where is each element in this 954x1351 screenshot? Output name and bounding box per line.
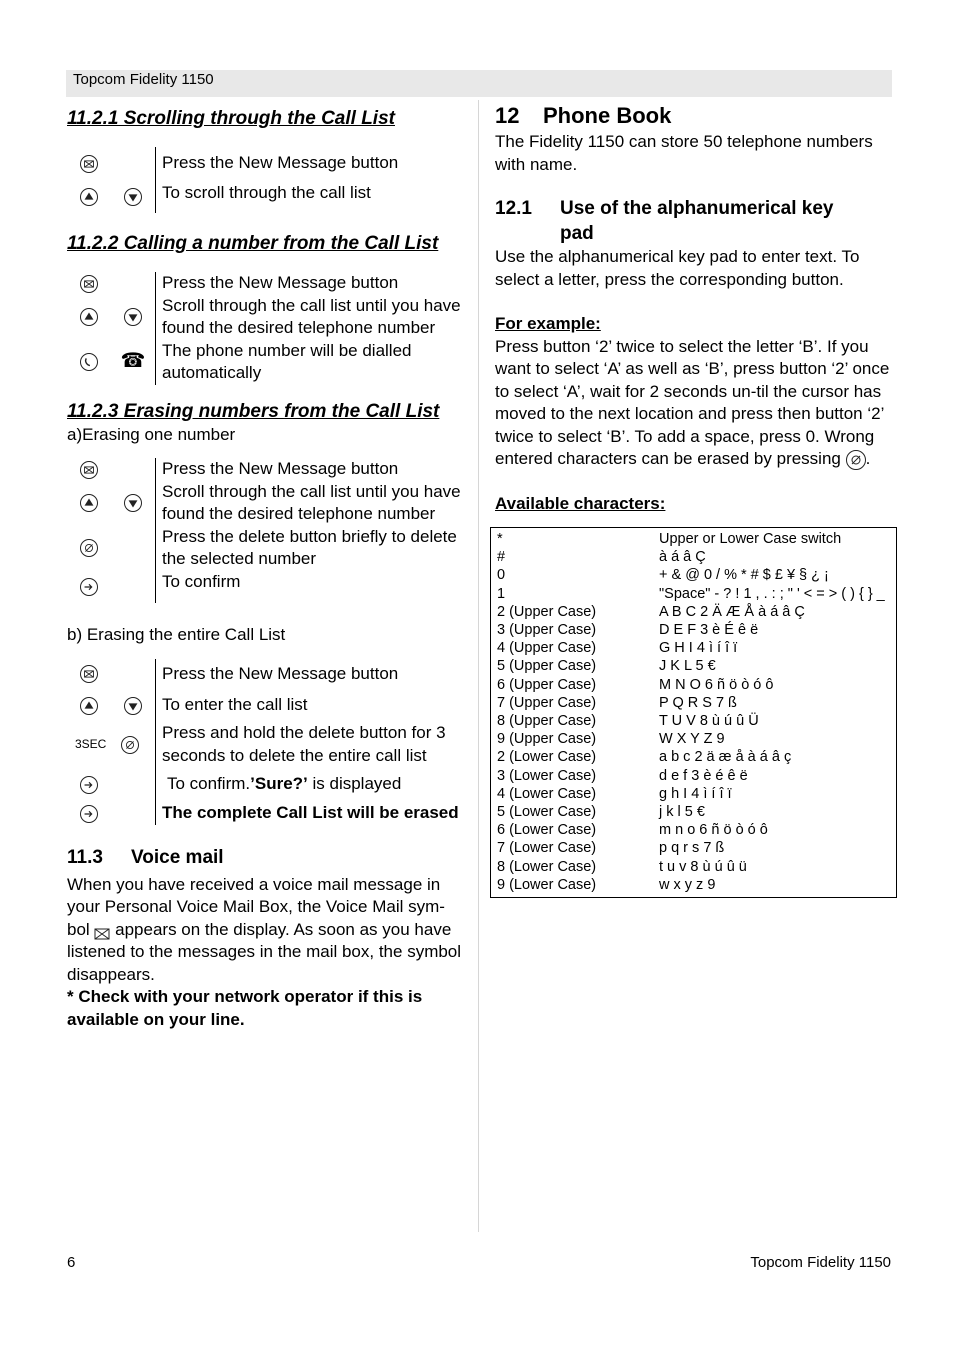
characters-table-body xyxy=(491,528,897,898)
phone-book-intro: The Fidelity 1150 can store 50 telephone numbers with name. xyxy=(495,132,873,174)
steps-table-11-2-1 xyxy=(67,147,462,213)
character-row xyxy=(491,603,897,621)
character-key: 1 xyxy=(497,585,506,602)
steps-table-11-2-3a xyxy=(67,458,462,603)
up-arrow-icon xyxy=(80,188,98,206)
section-11-2-2-title: 11.2.2 Calling a number from the Call List xyxy=(67,233,439,254)
confirm-icon xyxy=(80,805,98,823)
step-text: To enter the call list xyxy=(156,689,468,722)
hold-duration-label: 3SEC xyxy=(75,737,107,752)
steps-table-11-2-3b xyxy=(67,659,467,825)
step-text: The phone number will be dialled automatically xyxy=(156,340,463,385)
character-values: W X Y Z 9 xyxy=(659,731,725,748)
character-values: g h I 4 ì í î ï xyxy=(659,785,732,802)
character-key: 0 xyxy=(497,567,506,584)
talk-icon xyxy=(80,353,98,371)
character-key: 6 (Upper Case) xyxy=(497,676,597,693)
character-values: G H I 4 ì í î ï xyxy=(659,640,738,657)
confirm-icon xyxy=(80,776,98,794)
steps-table-11-2-2 xyxy=(67,272,462,385)
character-row xyxy=(491,876,897,898)
character-row xyxy=(491,730,897,748)
footer-title: Topcom Fidelity 1150 xyxy=(750,1254,891,1271)
character-key: 7 (Lower Case) xyxy=(497,840,597,857)
character-values: à á â Ç xyxy=(659,549,706,566)
section-number: 12 xyxy=(495,103,520,128)
character-values: m n o 6 ñ ö ò ó ô xyxy=(659,822,768,839)
down-arrow-icon xyxy=(124,188,142,206)
character-values: a b c 2 ä æ å à á â ç xyxy=(659,749,792,766)
character-row xyxy=(491,639,897,657)
character-values: M N O 6 ñ ö ò ó ô xyxy=(659,676,774,693)
character-key: # xyxy=(497,549,506,566)
step-text: Scroll through the call list until you have found the desired telephone number xyxy=(156,481,463,526)
character-row xyxy=(491,566,897,584)
example-text-end: . xyxy=(865,449,871,468)
up-arrow-icon xyxy=(80,308,98,326)
character-values: t u v 8 ù ú û ü xyxy=(659,858,747,875)
character-values: T U V 8 ù ú û Ü xyxy=(659,713,759,730)
header-title: Topcom Fidelity 1150 xyxy=(73,71,214,88)
new-message-icon xyxy=(80,275,98,293)
character-key: 7 (Upper Case) xyxy=(497,694,597,711)
section-12-title xyxy=(495,102,897,130)
voice-mail-note: * Check with your network operator if this is available on your line. xyxy=(67,987,423,1029)
character-row xyxy=(491,657,897,675)
step-text: Scroll through the call list until you have found the desired telephone number xyxy=(156,295,463,340)
page-header xyxy=(66,70,892,97)
character-key: 6 (Lower Case) xyxy=(497,822,597,839)
character-row xyxy=(491,748,897,766)
character-row xyxy=(491,585,897,603)
character-values: + & @ 0 / % * # $ £ ¥ § ¿ ¡ xyxy=(659,567,829,584)
character-key: 3 (Lower Case) xyxy=(497,767,597,784)
character-key: 4 (Lower Case) xyxy=(497,785,597,802)
step-text: Press the New Message button xyxy=(156,147,463,180)
character-row xyxy=(491,858,897,876)
step-text: To scroll through the call list xyxy=(156,180,463,213)
section-title-text: Use of the alphanumerical key pad xyxy=(560,198,834,244)
delete-icon xyxy=(121,736,139,754)
character-key: 8 (Lower Case) xyxy=(497,858,597,875)
page-number: 6 xyxy=(67,1254,76,1271)
character-key: 5 (Lower Case) xyxy=(497,804,597,821)
character-row xyxy=(491,839,897,857)
character-values: P Q R S 7 ß xyxy=(659,694,737,711)
new-message-icon xyxy=(80,461,98,479)
section-number: 12.1 xyxy=(495,198,532,219)
example-paragraph xyxy=(495,336,895,471)
down-arrow-icon xyxy=(124,697,142,715)
sub-heading-b: b) Erasing the entire Call List xyxy=(67,624,286,644)
example-heading: For example: xyxy=(495,314,601,333)
handset-lift-icon: ☎ xyxy=(120,349,146,372)
step-text: The complete Call List will be erased xyxy=(156,802,468,825)
delete-icon xyxy=(846,450,866,470)
character-row xyxy=(491,621,897,639)
character-row xyxy=(491,821,897,839)
left-column xyxy=(67,106,467,1031)
section-title-text: Voice mail xyxy=(131,846,224,868)
character-values: A B C 2 Ä Æ Å à á â Ç xyxy=(659,603,805,620)
character-row xyxy=(491,712,897,730)
character-row xyxy=(491,767,897,785)
section-11-3-title xyxy=(67,845,467,870)
character-row xyxy=(491,694,897,712)
character-values: j k l 5 € xyxy=(659,804,705,821)
section-title-text: Phone Book xyxy=(543,103,672,128)
character-row xyxy=(491,785,897,803)
sub-heading-a: a)Erasing one number xyxy=(67,424,236,444)
up-arrow-icon xyxy=(80,494,98,512)
character-key: 9 (Lower Case) xyxy=(497,876,597,893)
step-text: Press the delete button briefly to delete the selected number xyxy=(156,526,463,571)
character-row xyxy=(491,548,897,566)
character-values: p q r s 7 ß xyxy=(659,840,725,857)
character-key: 2 (Upper Case) xyxy=(497,603,597,620)
step-text: Press the New Message button xyxy=(156,458,463,481)
example-text: Press button ‘2’ twice to select the letter ‘B’. If you want to select ‘A’ as well as ‘B’, press button ‘2’ once to select ‘A’, wait for 2 seconds un-til the cursor has moved to the next location and press then button ‘2’ twice to select ‘B’. To add a space, press 0. Wrong entered characters can be erased by pressing xyxy=(495,336,890,468)
step-text-displayed: is displayed xyxy=(307,774,402,794)
voice-mail-paragraph xyxy=(67,874,467,987)
character-values: Upper or Lower Case switch xyxy=(659,531,842,547)
sure-prompt: ’Sure?’ xyxy=(250,774,308,794)
voice-mail-text-2: appears on the display. As soon as you have listened to the messages in the mail box, the symbol disappears. xyxy=(67,919,462,984)
section-number: 11.3 xyxy=(67,846,103,868)
new-message-icon xyxy=(80,665,98,683)
character-row xyxy=(491,528,897,549)
step-text-confirm: To confirm. xyxy=(167,774,251,794)
character-values: D E F 3 è É ê ë xyxy=(659,622,759,639)
character-key: 8 (Upper Case) xyxy=(497,713,597,730)
section-11-2-1-title: 11.2.1 Scrolling through the Call List xyxy=(67,108,395,129)
right-column xyxy=(495,102,897,898)
new-message-icon xyxy=(80,155,98,173)
character-key: * xyxy=(497,531,503,547)
step-text: To confirm xyxy=(156,571,463,603)
character-values: J K L 5 € xyxy=(659,658,716,675)
character-values: "Space" - ? ! 1 , . : ; " ' < = > ( ) { } _ xyxy=(659,585,885,602)
step-text xyxy=(156,767,468,802)
character-values: w x y z 9 xyxy=(659,876,716,893)
up-arrow-icon xyxy=(80,697,98,715)
characters-table xyxy=(490,527,897,898)
character-row xyxy=(491,803,897,821)
voice-mail-envelope-icon xyxy=(94,924,110,936)
character-values: d e f 3 è é ê ë xyxy=(659,767,748,784)
down-arrow-icon xyxy=(124,494,142,512)
step-text: Press the New Message button xyxy=(156,272,463,295)
character-row xyxy=(491,676,897,694)
step-text: Press the New Message button xyxy=(156,659,468,689)
character-key: 3 (Upper Case) xyxy=(497,622,597,639)
keypad-intro: Use the alphanumerical key pad to enter text. To select a letter, press the corresponding button. xyxy=(495,247,860,289)
section-12-1-title xyxy=(495,196,897,246)
section-11-2-3-title: 11.2.3 Erasing numbers from the Call List xyxy=(67,400,440,422)
voice-mail-text-1: When you have received a voice mail message in your Personal Voice Mail Box, the Voice Mail sym-bol xyxy=(67,874,445,939)
delete-icon xyxy=(80,539,98,557)
down-arrow-icon xyxy=(124,308,142,326)
confirm-icon xyxy=(80,578,98,596)
step-text: Press and hold the delete button for 3 seconds to delete the entire call list xyxy=(156,722,468,767)
character-key: 5 (Upper Case) xyxy=(497,658,597,675)
column-divider xyxy=(478,100,479,1232)
character-key: 9 (Upper Case) xyxy=(497,731,597,748)
available-characters-heading: Available characters: xyxy=(495,493,666,513)
character-key: 2 (Lower Case) xyxy=(497,749,597,766)
character-key: 4 (Upper Case) xyxy=(497,640,597,657)
